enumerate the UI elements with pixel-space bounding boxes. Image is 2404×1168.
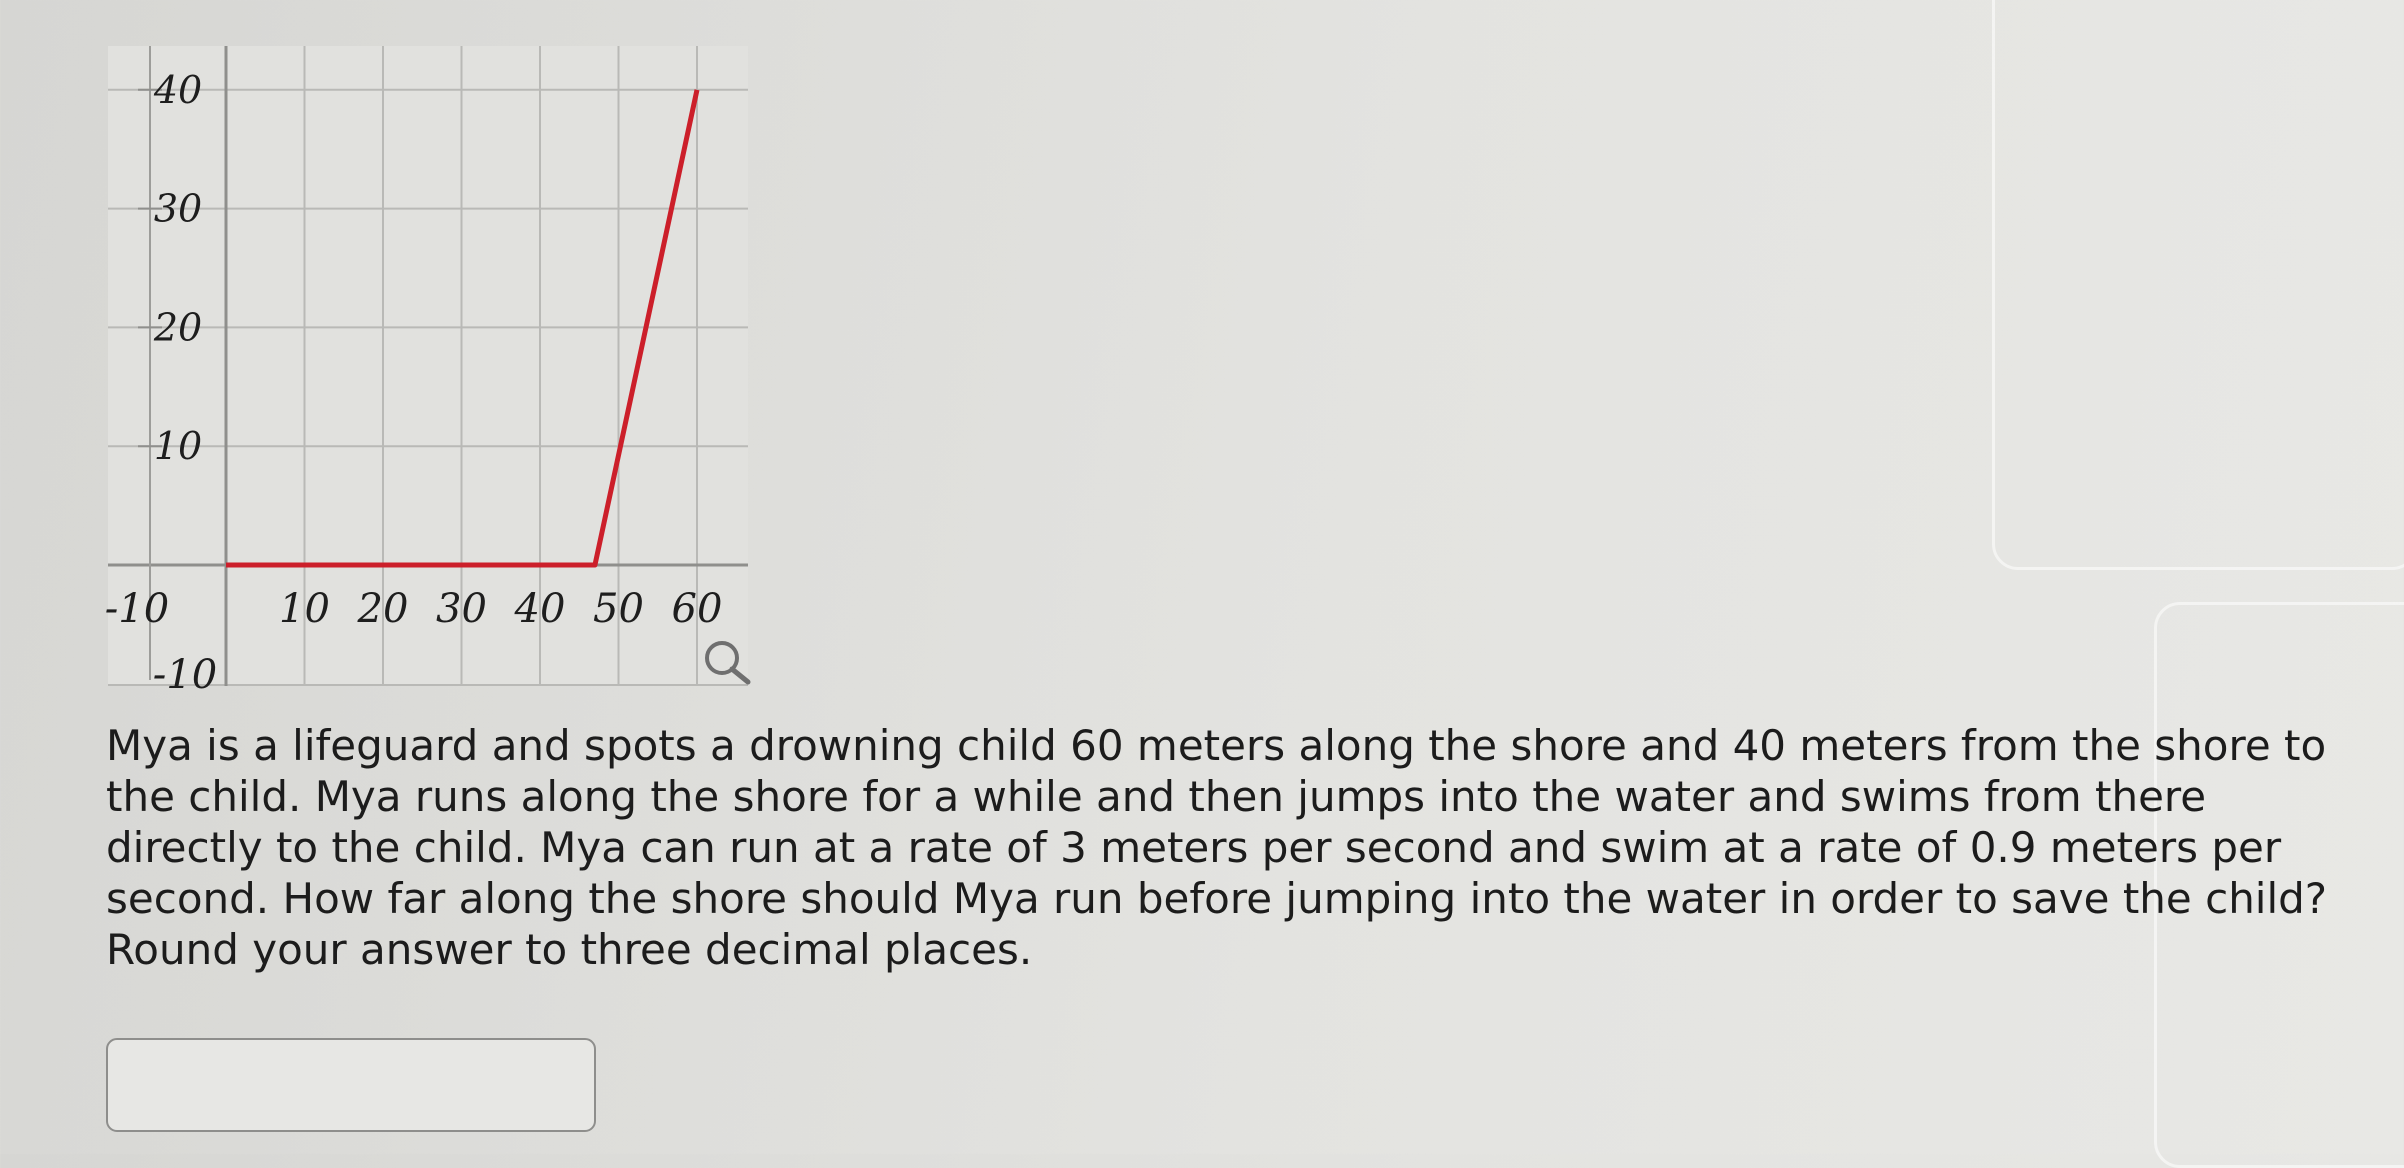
x-tick-label: 40 — [514, 586, 566, 632]
graph-background — [108, 46, 748, 686]
x-tick-label: 30 — [436, 586, 487, 632]
x-tick-label: 50 — [593, 586, 644, 632]
y-tick-label: 40 — [153, 67, 203, 112]
x-tick-label: 10 — [279, 586, 330, 632]
partial-tick-label: -10 — [152, 652, 218, 698]
y-tick-label: 30 — [153, 186, 203, 231]
x-tick-label: 20 — [357, 586, 409, 632]
x-tick-label: -10 — [104, 586, 170, 632]
y-tick-label: 20 — [153, 305, 203, 350]
question-text: Mya is a lifeguard and spots a drowning child 60 meters along the shore and 40 meters from the shore to the child. Mya runs along the shore for a while and then jumps into the water and swims from there directly to the child. Mya can run at a rate of 3 meters per second and swim at a rate of 0.9 meters per second. How far along the shore should Mya run before jumping into the water in order to save the child? Round your answer to three decimal places. — [106, 721, 2328, 974]
answer-input[interactable] — [106, 1038, 596, 1132]
x-tick-label: 60 — [671, 586, 723, 632]
y-tick-label: 10 — [153, 424, 203, 469]
